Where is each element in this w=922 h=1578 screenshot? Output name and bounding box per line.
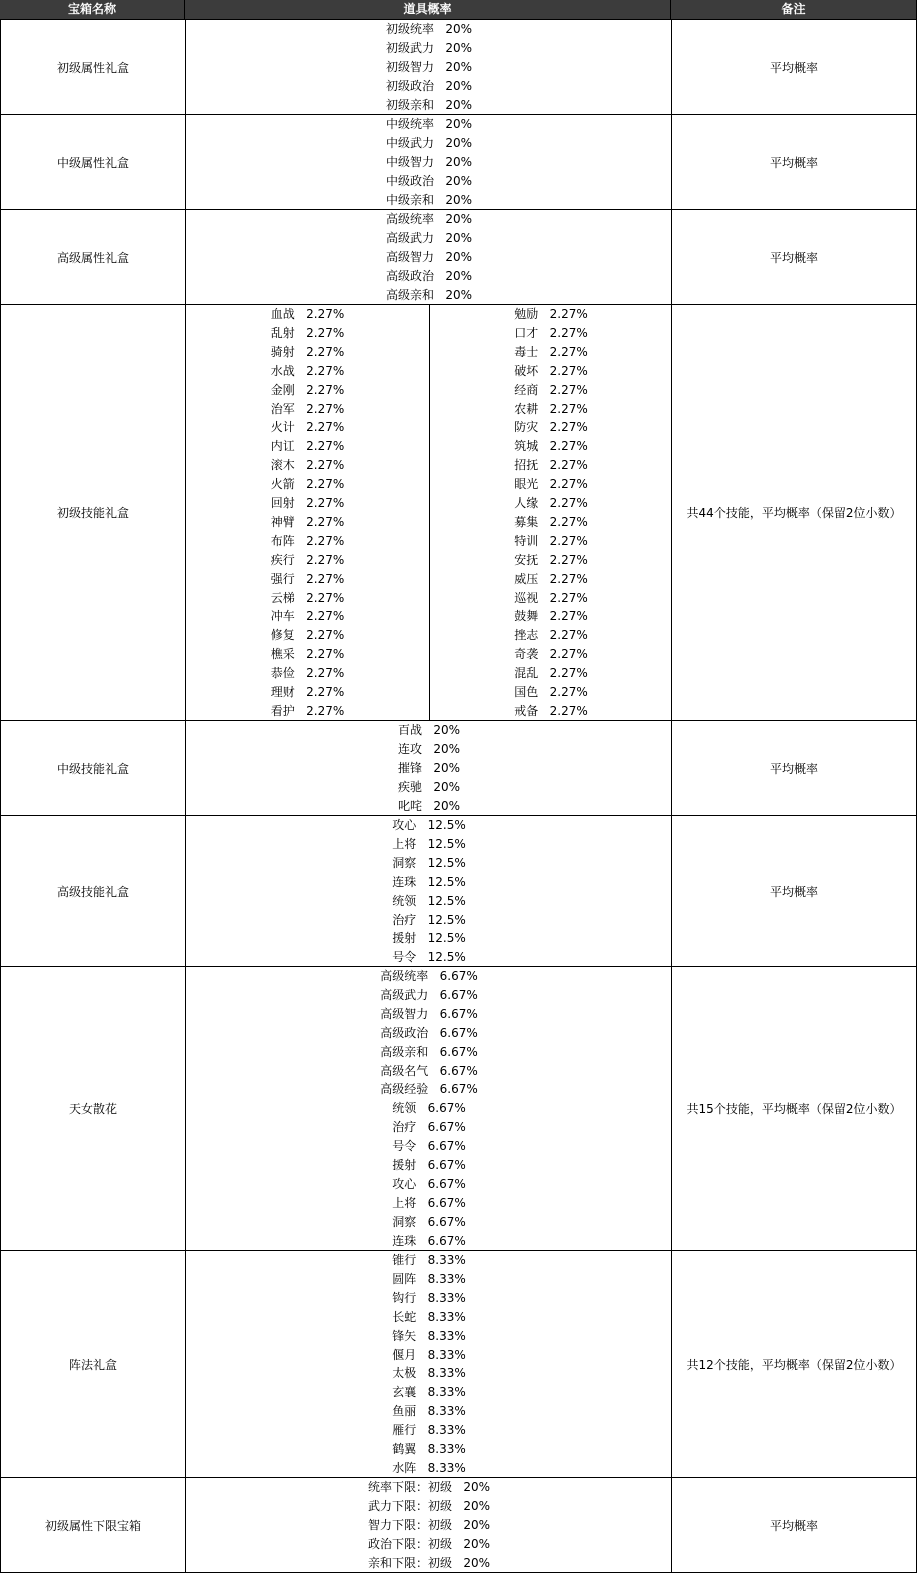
item-probability-line: 樵采 2.27% bbox=[270, 647, 345, 661]
item-probability-line: 连攻 20% bbox=[397, 742, 461, 756]
item-probability-line: 亲和下限：初级 20% bbox=[367, 1556, 491, 1570]
item-probability-line: 高级武力 20% bbox=[385, 231, 473, 245]
item-probability-line: 中级亲和 20% bbox=[385, 193, 473, 207]
item-probability-line: 神臂 2.27% bbox=[270, 515, 345, 529]
box-name-cell: 中级属性礼盒 bbox=[0, 114, 186, 210]
item-probability-line: 血战 2.27% bbox=[270, 307, 345, 321]
header-box-name: 宝箱名称 bbox=[0, 0, 185, 19]
item-probability-line: 布阵 2.27% bbox=[270, 534, 345, 548]
item-probability-line: 高级亲和 6.67% bbox=[380, 1045, 478, 1059]
item-probability-line: 回射 2.27% bbox=[270, 496, 345, 510]
item-probability-line: 募集 2.27% bbox=[514, 515, 588, 529]
item-probability-line: 强行 2.27% bbox=[270, 572, 345, 586]
item-probability-line: 治军 2.27% bbox=[270, 402, 345, 416]
box-name-cell: 天女散花 bbox=[0, 966, 186, 1251]
item-probability-line: 疾驰 20% bbox=[397, 780, 461, 794]
item-probability-line: 攻心 6.67% bbox=[392, 1177, 466, 1191]
item-probability-line: 高级统率 20% bbox=[385, 212, 473, 226]
item-probability-line: 恭俭 2.27% bbox=[270, 666, 345, 680]
item-probability-line: 经商 2.27% bbox=[514, 383, 588, 397]
item-probability-line: 云梯 2.27% bbox=[270, 591, 345, 605]
item-probability-line: 号令 6.67% bbox=[392, 1139, 466, 1153]
item-probability-line: 招抚 2.27% bbox=[514, 458, 588, 472]
item-probability-line: 特训 2.27% bbox=[514, 534, 588, 548]
item-probability-line: 高级统率 6.67% bbox=[380, 969, 478, 983]
item-probability-line: 鱼丽 8.33% bbox=[392, 1404, 466, 1418]
box-name-cell: 高级属性礼盒 bbox=[0, 209, 186, 305]
item-probability-line: 水阵 8.33% bbox=[392, 1461, 466, 1475]
item-probability-cell bbox=[185, 815, 672, 967]
note-cell: 共12个技能，平均概率（保留2位小数） bbox=[671, 1250, 917, 1478]
item-probability-line: 摧锋 20% bbox=[397, 761, 461, 775]
item-probability-line: 连珠 6.67% bbox=[392, 1234, 466, 1248]
item-probability-line: 疾行 2.27% bbox=[270, 553, 345, 567]
item-probability-cell bbox=[185, 1250, 672, 1478]
item-probability-line: 修复 2.27% bbox=[270, 628, 345, 642]
box-name-cell: 初级技能礼盒 bbox=[0, 304, 186, 721]
item-probability-line: 洞察 12.5% bbox=[392, 856, 466, 870]
item-probability-line: 高级政治 20% bbox=[385, 269, 473, 283]
item-probability-line: 雁行 8.33% bbox=[392, 1423, 466, 1437]
item-probability-line: 中级统率 20% bbox=[385, 117, 473, 131]
item-probability-line: 百战 20% bbox=[397, 723, 461, 737]
item-probability-line: 上将 6.67% bbox=[392, 1196, 466, 1210]
item-probability-line: 巡视 2.27% bbox=[514, 591, 588, 605]
item-probability-line: 治疗 12.5% bbox=[392, 913, 466, 927]
box-name-cell: 中级技能礼盒 bbox=[0, 720, 186, 816]
note-cell: 平均概率 bbox=[671, 209, 917, 305]
item-probability-line: 筑城 2.27% bbox=[514, 439, 588, 453]
item-probability-line: 理财 2.27% bbox=[270, 685, 345, 699]
item-probability-line: 看护 2.27% bbox=[270, 704, 345, 718]
item-probability-line: 高级名气 6.67% bbox=[380, 1064, 478, 1078]
item-probability-line: 统领 12.5% bbox=[392, 894, 466, 908]
item-probability-cell bbox=[185, 19, 672, 115]
item-probability-line: 援射 6.67% bbox=[392, 1158, 466, 1172]
item-probability-line: 武力下限：初级 20% bbox=[367, 1499, 491, 1513]
item-probability-line: 威压 2.27% bbox=[514, 572, 588, 586]
item-probability-line: 上将 12.5% bbox=[392, 837, 466, 851]
header-note: 备注 bbox=[671, 0, 917, 19]
item-probability-line: 中级智力 20% bbox=[385, 155, 473, 169]
item-probability-line: 政治下限：初级 20% bbox=[367, 1537, 491, 1551]
item-probability-cell bbox=[185, 304, 672, 721]
item-probability-line: 高级政治 6.67% bbox=[380, 1026, 478, 1040]
item-probability-line: 破坏 2.27% bbox=[514, 364, 588, 378]
item-probability-line: 中级武力 20% bbox=[385, 136, 473, 150]
box-name-cell: 高级技能礼盒 bbox=[0, 815, 186, 967]
item-probability-line: 中级政治 20% bbox=[385, 174, 473, 188]
item-probability-line: 奇袭 2.27% bbox=[514, 647, 588, 661]
item-probability-line: 勉励 2.27% bbox=[514, 307, 588, 321]
item-probability-cell bbox=[185, 209, 672, 305]
item-probability-line: 鼓舞 2.27% bbox=[514, 609, 588, 623]
item-probability-line: 戒备 2.27% bbox=[514, 704, 588, 718]
item-probability-line: 统率下限：初级 20% bbox=[367, 1480, 491, 1494]
item-probability-line: 口才 2.27% bbox=[514, 326, 588, 340]
note-cell: 平均概率 bbox=[671, 19, 917, 115]
item-probability-line: 长蛇 8.33% bbox=[392, 1310, 466, 1324]
item-probability-line: 混乱 2.27% bbox=[514, 666, 588, 680]
item-probability-line: 号令 12.5% bbox=[392, 950, 466, 964]
item-probability-line: 高级智力 6.67% bbox=[380, 1007, 478, 1021]
item-probability-line: 偃月 8.33% bbox=[392, 1348, 466, 1362]
item-probability-line: 治疗 6.67% bbox=[392, 1120, 466, 1134]
item-probability-line: 高级亲和 20% bbox=[385, 288, 473, 302]
item-probability-line: 内讧 2.27% bbox=[270, 439, 345, 453]
note-cell: 平均概率 bbox=[671, 114, 917, 210]
item-probability-line: 冲车 2.27% bbox=[270, 609, 345, 623]
item-probability-line: 初级智力 20% bbox=[385, 60, 473, 74]
box-name-cell: 阵法礼盒 bbox=[0, 1250, 186, 1478]
item-probability-line: 滚木 2.27% bbox=[270, 458, 345, 472]
item-probability-line: 火箭 2.27% bbox=[270, 477, 345, 491]
item-probability-line: 洞察 6.67% bbox=[392, 1215, 466, 1229]
box-name-cell: 初级属性礼盒 bbox=[0, 19, 186, 115]
note-cell: 平均概率 bbox=[671, 720, 917, 816]
item-probability-line: 高级经验 6.67% bbox=[380, 1082, 478, 1096]
item-probability-cell bbox=[185, 114, 672, 210]
item-probability-line: 鹤翼 8.33% bbox=[392, 1442, 466, 1456]
item-probability-line: 援射 12.5% bbox=[392, 931, 466, 945]
item-probability-line: 统领 6.67% bbox=[392, 1101, 466, 1115]
header-item-probability: 道具概率 bbox=[185, 0, 671, 19]
item-probability-line: 初级统率 20% bbox=[385, 22, 473, 36]
note-cell: 平均概率 bbox=[671, 815, 917, 967]
item-probability-line: 太极 8.33% bbox=[392, 1366, 466, 1380]
item-probability-line: 锋矢 8.33% bbox=[392, 1329, 466, 1343]
item-probability-line: 锥行 8.33% bbox=[392, 1253, 466, 1267]
item-probability-line: 眼光 2.27% bbox=[514, 477, 588, 491]
item-probability-line: 叱咤 20% bbox=[397, 799, 461, 813]
note-cell: 共44个技能，平均概率（保留2位小数） bbox=[671, 304, 917, 721]
item-probability-line: 初级亲和 20% bbox=[385, 98, 473, 112]
item-probability-line: 攻心 12.5% bbox=[392, 818, 466, 832]
item-probability-line: 毒士 2.27% bbox=[514, 345, 588, 359]
item-probability-line: 高级智力 20% bbox=[385, 250, 473, 264]
item-probability-line: 人缘 2.27% bbox=[514, 496, 588, 510]
item-probability-line: 钩行 8.33% bbox=[392, 1291, 466, 1305]
item-probability-cell bbox=[185, 966, 672, 1251]
item-probability-line: 乱射 2.27% bbox=[270, 326, 345, 340]
item-probability-line: 初级政治 20% bbox=[385, 79, 473, 93]
item-probability-cell bbox=[185, 720, 672, 816]
item-probability-line: 防灾 2.27% bbox=[514, 420, 588, 434]
item-probability-line: 挫志 2.27% bbox=[514, 628, 588, 642]
item-probability-line: 农耕 2.27% bbox=[514, 402, 588, 416]
note-cell: 共15个技能，平均概率（保留2位小数） bbox=[671, 966, 917, 1251]
item-probability-line: 火计 2.27% bbox=[270, 420, 345, 434]
item-probability-line: 圆阵 8.33% bbox=[392, 1272, 466, 1286]
item-probability-cell bbox=[185, 1477, 672, 1573]
item-probability-line: 玄襄 8.33% bbox=[392, 1385, 466, 1399]
item-probability-line: 初级武力 20% bbox=[385, 41, 473, 55]
item-probability-line: 骑射 2.27% bbox=[270, 345, 345, 359]
item-probability-line: 连珠 12.5% bbox=[392, 875, 466, 889]
item-probability-line: 水战 2.27% bbox=[270, 364, 345, 378]
item-probability-line: 国色 2.27% bbox=[514, 685, 588, 699]
item-probability-line: 金刚 2.27% bbox=[270, 383, 345, 397]
item-probability-line: 高级武力 6.67% bbox=[380, 988, 478, 1002]
note-cell: 平均概率 bbox=[671, 1477, 917, 1573]
box-name-cell: 初级属性下限宝箱 bbox=[0, 1477, 186, 1573]
item-probability-line: 安抚 2.27% bbox=[514, 553, 588, 567]
item-probability-line: 智力下限：初级 20% bbox=[367, 1518, 491, 1532]
